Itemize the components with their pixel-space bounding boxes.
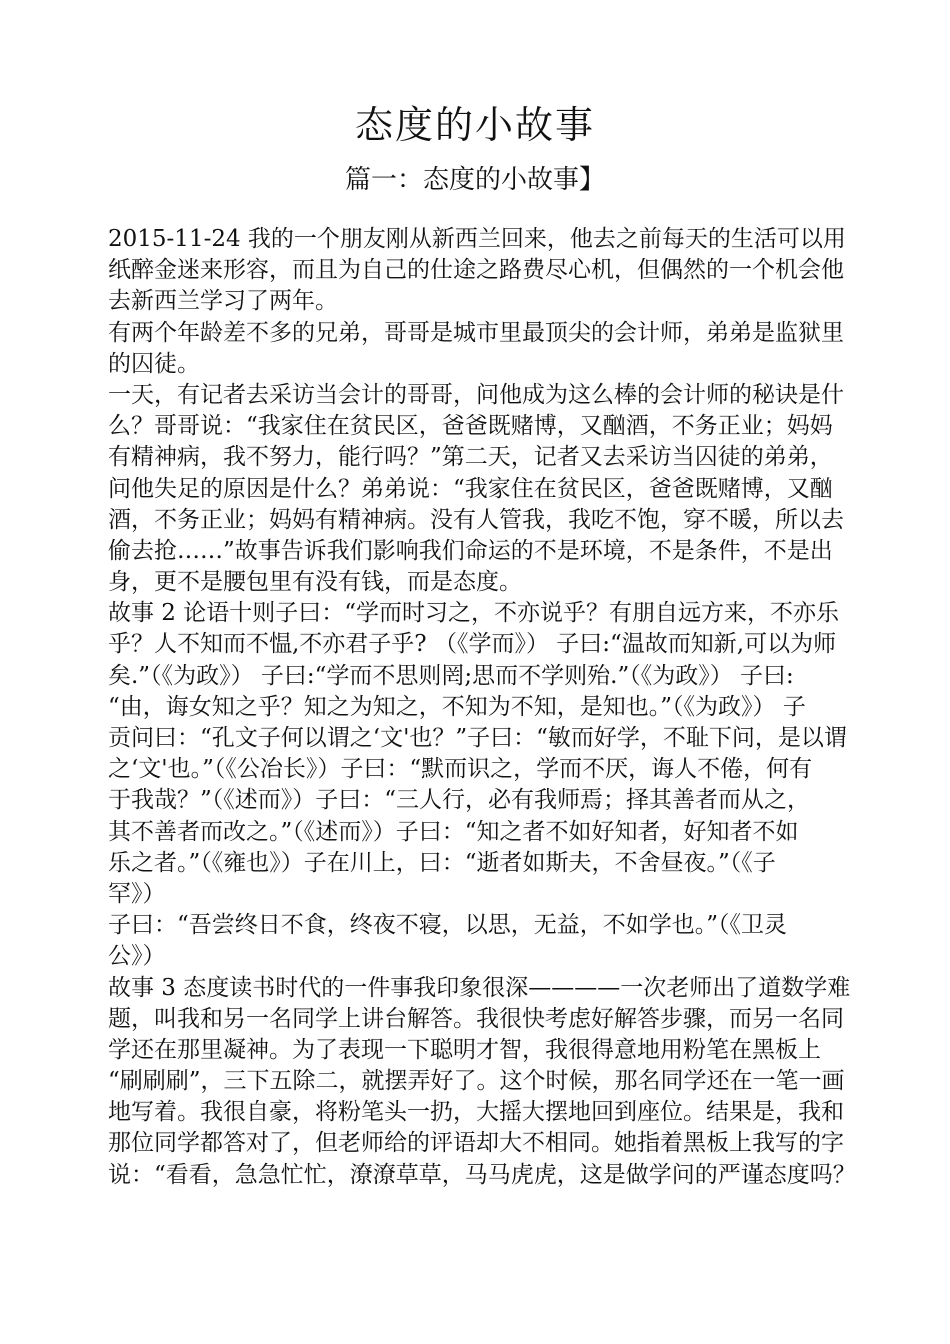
- body-line: 去新西兰学习了两年。: [108, 288, 338, 315]
- body-line: 说：“看看，急急忙忙，潦潦草草，马马虎虎，这是做学问的严谨态度吗？: [108, 1161, 856, 1188]
- body-line: 身，更不是腰包里有没有钱，而是态度。: [108, 569, 522, 596]
- body-line: 之‘文'也。”（《公冶长》）子曰：“默而识之，学而不厌，诲人不倦，何有: [108, 756, 813, 783]
- body-line: 矣.”（《为政》） 子曰:“学而不思则罔;思而不学则殆.”（《为政》） 子曰:: [108, 662, 794, 689]
- body-line: 一天，有记者去采访当会计的哥哥，问他成为这么棒的会计师的秘诀是什: [108, 381, 844, 408]
- body-line: 有精神病，我不努力，能行吗？”第二天，记者又去采访当囚徒的弟弟，: [108, 444, 833, 471]
- document-body: [108, 224, 878, 1191]
- document-subtitle: 篇一：态度的小故事】: [344, 165, 605, 195]
- body-line: “刷刷刷”，三下五除二，就摆弄好了。这个时候，那名同学还在一笔一画: [108, 1068, 845, 1095]
- body-line: 其不善者而改之。”（《述而》）子曰：“知之者不如好知者，好知者不如: [108, 818, 799, 845]
- body-line: 故事 3 态度读书时代的一件事我印象很深————一次老师出了道数学难: [108, 974, 851, 1001]
- body-line: 故事 2 论语十则子曰：“学而时习之，不亦说乎？有朋自远方来，不亦乐: [108, 600, 840, 627]
- body-line: 公》）: [108, 943, 166, 970]
- body-line: 偷去抢……”故事告诉我们影响我们命运的不是环境，不是条件，不是出: [108, 537, 833, 564]
- body-line: “由，诲女知之乎？知之为知之，不知为不知，是知也。”（《为政》） 子: [108, 693, 806, 720]
- body-line: 子曰：“吾尝终日不食，终夜不寝，以思，无益，不如学也。”（《卫灵: [108, 912, 788, 939]
- body-line: 问他失足的原因是什么？弟弟说：“我家住在贫民区，爸爸既赌博，又酗: [108, 475, 833, 502]
- body-line: 有两个年龄差不多的兄弟，哥哥是城市里最顶尖的会计师，弟弟是监狱里: [108, 319, 844, 346]
- body-line: 么？哥哥说：“我家住在贫民区，爸爸既赌博，又酗酒，不务正业；妈妈: [108, 413, 833, 440]
- document-title: 态度的小故事: [354, 103, 595, 147]
- body-line: 的囚徒。: [108, 350, 200, 377]
- body-line: 罕》）: [108, 880, 166, 907]
- body-line: 纸醉金迷来形容，而且为自己的仕途之路费尽心机，但偶然的一个机会他: [108, 257, 844, 284]
- body-line: 乐之者。”（《雍也》）子在川上，曰：“逝者如斯夫，不舍昼夜。”（《子: [108, 849, 776, 876]
- body-line: 地写着。我很自豪，将粉笔头一扔，大摇大摆地回到座位。结果是，我和: [108, 1099, 844, 1126]
- body-line: 于我哉？”（《述而》）子曰：“三人行，必有我师焉；择其善者而从之，: [108, 787, 811, 814]
- body-line: 乎？人不知而不愠,不亦君子乎? （《学而》） 子曰:“温故而知新,可以为师: [108, 631, 837, 658]
- body-line: 酒，不务正业；妈妈有精神病。没有人管我，我吃不饱，穿不暖，所以去: [108, 506, 844, 533]
- body-line: 那位同学都答对了，但老师给的评语却大不相同。她指着黑板上我写的字: [108, 1130, 844, 1157]
- body-line: 贡问曰：“孔文子何以谓之‘文'也？”子曰：“敏而好学，不耻下问，是以谓: [108, 725, 847, 751]
- body-line: 题，叫我和另一名同学上讲台解答。我很快考虑好解答步骤，而另一名同: [108, 1005, 844, 1032]
- body-line: 2015-11-24 我的一个朋友刚从新西兰回来，他去之前每天的生活可以用: [108, 226, 846, 252]
- body-line: 学还在那里凝神。为了表现一下聪明才智，我很得意地用粉笔在黑板上: [108, 1036, 821, 1063]
